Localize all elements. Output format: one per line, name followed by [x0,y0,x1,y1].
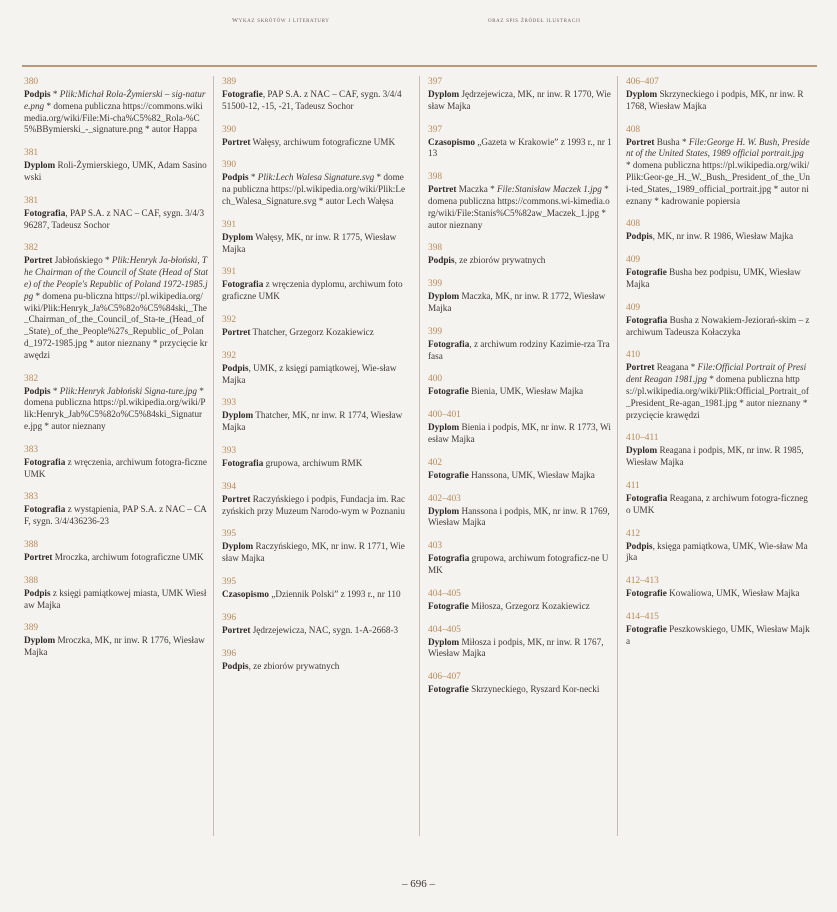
credit-text [626,362,810,421]
credit-text [428,422,612,446]
credit-text [428,137,612,161]
credit-entry [626,76,810,113]
credit-detail: Raczyńskiego i podpis, Fundacja im. Raczyńskich przy Muzeum Narodo-wym w Poznaniu [222,493,406,516]
credit-entry [626,528,810,565]
page-ref-number: 402 [428,457,443,468]
page-ref-number: 414–415 [626,611,659,622]
credit-text [626,267,810,291]
file-name: File:Stanisław Maczek 1.jpg [496,184,602,195]
credit-entry [428,124,612,161]
credit-label: Portret [222,493,251,504]
credit-detail: , księga pamiątkowa, UMK, Wie-sław Majka [626,540,808,563]
credit-label: Czasopismo [222,588,269,599]
credit-text [222,458,406,470]
credit-detail: * domena publiczna https://pl.wikipedia.org/wiki/Plik:Geor-ge_H._W._Bush,_President_of_the_Uni-ted_States,_1989_official_portrait.jpg * autor nieznany * kadrowanie popiersia [626,160,810,206]
credit-label: Dyplom [428,89,460,99]
page-ref-number: 400–401 [428,410,461,421]
credit-entry [24,242,208,361]
credit-label: Podpis [24,587,51,598]
page-ref-number: 399 [428,326,443,337]
page-ref-number: 404–405 [428,624,461,635]
credit-text [222,172,406,207]
credit-text [428,637,612,661]
credit-label: Fotografie [626,267,667,278]
credit-detail: „Dziennik Polski” z 1993 r., nr 110 [268,588,401,599]
credit-detail: z wręczenia dyplomu, archiwum fotograficzne UMK [222,279,403,302]
credit-detail: z księgi pamiątkowej miasta, UMK Wiesław Majka [24,587,207,610]
credit-detail: Miłosza, Grzegorz Kozakiewicz [468,600,590,611]
credit-text [626,541,810,565]
credit-label: Fotografia [626,492,668,503]
page-ref-number: 410–411 [626,433,659,444]
credit-detail: Kowaliowa, UMK, Wiesław Majka [666,588,800,599]
credit-entry [428,671,612,696]
credit-entry [428,588,612,613]
credit-text [428,255,612,267]
credit-detail: Reagana * [654,362,698,373]
column-divider [419,76,420,836]
credit-entry [428,278,612,315]
credit-text [428,553,612,577]
column-2 [222,76,406,683]
credit-label: Fotografie [626,588,667,599]
file-name: Plik:Lech Walesa Signature.svg [257,172,375,183]
credit-text [222,327,406,339]
credit-entry [626,611,810,648]
credit-label: Fotografia [24,456,66,467]
credit-detail: Maczka, MK, nr inw. R 1772, Wiesław Majka [428,291,606,313]
page-ref-number: 399 [428,279,443,290]
credit-text [222,494,406,518]
credit-text [428,601,612,613]
credit-detail: Mroczka, MK, nr inw. R 1776, Wiesław Majka [24,635,205,658]
credit-entry [428,242,612,267]
file-name: File:George H. W. Bush, President of the United States, 1989 official portrait.jpg [626,136,810,159]
page-ref-number: 388 [24,575,39,586]
credit-label: Podpis [626,231,653,242]
credit-text [428,89,612,113]
credit-entry [428,373,612,398]
credit-detail: * [248,172,258,183]
page-ref-number: 383 [24,492,39,503]
page-ref-number: 408 [626,219,641,230]
credit-label: Dyplom [428,422,460,433]
credit-detail: * domena publiczna https://commons.wikimedia.org/wiki/File:Mi-cha%C5%82_Rola-%C5%BBymierski_-_signature.png * autor Happa [24,100,203,135]
file-name: Plik:Michał Rola-Żymierski – sig-nature.png [24,89,206,111]
credit-text [222,661,406,673]
credit-entry [222,124,406,149]
credit-detail: Reagana i podpis, MK, nr inw. R 1985, Wiesław Majka [626,445,804,468]
header-rule [22,65,817,67]
credit-detail: z wystąpienia, PAP S.A. z NAC – CAF, sygn. 3/4/436236-23 [24,504,207,527]
credit-detail: Miłosza i podpis, MK, nr inw. R 1767, Wiesław Majka [428,636,604,659]
credit-entry [222,159,406,207]
credit-text [626,624,810,648]
page-ref-number: 396 [222,648,237,659]
credit-text [24,386,208,433]
page-ref-number: 391 [222,267,237,278]
running-header-left: Wykaz skrótów i literatury [232,17,330,24]
credit-detail: Bienia, UMK, Wiesław Majka [468,386,584,397]
credit-detail: Mroczka, archiwum fotograficzne UMK [52,551,204,562]
credit-label: Fotografie [428,684,469,695]
credit-label: Dyplom [428,505,460,516]
credit-label: Fotografie [428,386,469,397]
credit-detail: * domena pu-bliczna https://pl.wikipedia.org/wiki/Plik:Henryk_Ja%C5%82o%C5%84ski,_The_Chairman_of_the_Council_of_Sta-te_(Head_of_State)_of_the_People%27s_Republic_of_Poland_1972-1985.jpg * autor nieznany * przycięcie krawędzi [24,290,208,360]
page-ref-number: 403 [428,541,443,552]
credit-entry [626,432,810,469]
credit-label: Dyplom [626,445,658,456]
running-header-right: oraz spis źródeł ilustracji [488,17,581,24]
page-ref-number: 408 [626,124,641,135]
credit-label: Podpis [626,540,653,551]
credit-label: Portret [428,184,457,195]
credit-entry [428,326,612,363]
page-ref-number: 409 [626,255,641,266]
credit-label: Portret [222,136,251,147]
credit-text [24,255,208,361]
credit-label: Czasopismo [428,136,475,147]
credit-detail: Wałęsy, MK, nr inw. R 1775, Wiesław Majka [222,231,397,254]
page-ref-number: 380 [24,77,39,87]
page-ref-number: 411 [626,480,640,491]
credit-text [222,410,406,434]
credit-detail: grupowa, archiwum fotograficz-ne UMK [428,553,609,575]
page-ref-number: 412 [626,528,641,539]
credit-entry [24,76,208,136]
column-divider [213,76,214,836]
credit-text [222,589,406,601]
page-number: – 696 – [402,878,435,890]
page-ref-number: 383 [24,444,39,455]
credit-detail: Jędrzejewicza, MK, nr inw. R 1770, Wiesław Majka [428,89,611,111]
page-ref-number: 398 [428,172,443,183]
credit-detail: , ze zbiorów prywatnych [248,660,340,671]
credit-text [626,231,810,243]
credit-text [24,89,208,136]
credit-entry [24,575,208,612]
page-ref-number: 382 [24,243,39,254]
credit-text [626,588,810,600]
credit-detail: Reagana, z archiwum fotogra-ficznego UMK [626,492,808,515]
column-1 [24,76,208,670]
credit-text [428,291,612,315]
page-ref-number: 398 [428,243,443,254]
credit-detail: Roli-Żymierskiego, UMK, Adam Sasinowski [24,160,207,182]
credit-entry [24,195,208,232]
page-ref-number: 395 [222,576,237,587]
credit-text [428,386,612,398]
credit-detail: Busha bez podpisu, UMK, Wiesław Majka [626,267,801,289]
credit-text [222,541,406,565]
credit-detail: , PAP S.A. z NAC – CAF, sygn. 3/4/396287, Tadeusz Sochor [24,207,205,230]
credit-entry [428,624,612,661]
page-ref-number: 392 [222,314,237,325]
page-ref-number: 390 [222,124,237,135]
credit-detail: * domena publiczna https://pl.wikipedia.org/wiki/Plik:Henryk_Jab%C5%82o%C5%84ski_Signature.jpg * autor nieznany [24,385,206,431]
column-4 [626,76,810,659]
credit-detail: Jędrzejewicza, NAC, sygn. 1-A-2668-3 [250,624,399,635]
credit-label: Podpis [24,89,51,99]
credit-entry [428,540,612,577]
credit-label: Dyplom [428,291,460,302]
credit-label: Fotografie [626,623,667,634]
credit-detail: * domena publiczna https://commons.wi-kimedia.org/wiki/File:Stanis%C5%82aw_Maczek_1.jpg * autor nieznany [428,184,610,230]
page-ref-number: 389 [222,77,237,87]
credit-entry [222,528,406,565]
credit-label: Fotografia [222,279,264,290]
credit-label: Portret [24,551,53,562]
credit-label: Fotografia [222,457,264,468]
credit-label: Dyplom [222,410,254,421]
credit-label: Fotografie [428,600,469,611]
credit-label: Dyplom [24,635,56,646]
credit-detail: Thatcher, MK, nr inw. R 1774, Wiesław Majka [222,410,403,433]
credit-detail: Wałęsy, archiwum fotograficzne UMK [250,136,396,147]
credit-text [24,160,208,184]
credit-detail: Thatcher, Grzegorz Kozakiewicz [250,326,374,337]
credit-detail: , z archiwum rodziny Kazimie-rza Trafasa [428,338,610,361]
credit-text [24,504,208,528]
credit-detail: z wręczenia, archiwum fotogra-ficzne UMK [24,456,207,479]
credit-text [222,363,406,387]
credit-detail: grupowa, archiwum RMK [263,457,363,468]
credit-detail: Skrzyneckiego i podpis, MK, nr inw. R 1768, Wiesław Majka [626,89,804,111]
page-ref-number: 393 [222,398,237,409]
credit-entry [222,576,406,601]
credit-entry [222,648,406,673]
credit-entry [626,480,810,517]
credit-text [626,137,810,208]
credit-text [626,315,810,339]
page-ref-number: 400 [428,374,443,385]
page-ref-number: 381 [24,195,39,206]
credit-entry [428,171,612,231]
credit-entry [428,493,612,530]
credit-label: Podpis [222,362,249,373]
credit-entry [222,397,406,434]
page-ref-number: 410 [626,350,641,361]
credit-entry [626,254,810,291]
file-name: File:Official Portrait of President Reagan 1981.jpg [626,362,807,385]
credit-text [428,184,612,231]
credit-text [222,625,406,637]
credit-text [222,137,406,149]
page-ref-number: 388 [24,539,39,550]
credit-detail: Maczka * [456,184,497,195]
credit-entry [222,314,406,339]
credit-text [222,279,406,303]
page-ref-number: 391 [222,219,237,230]
credit-label: Portret [24,255,53,266]
credit-detail: Peszkowskiego, UMK, Wiesław Majka [626,623,810,646]
credit-entry [626,218,810,243]
credit-label: Portret [222,624,251,635]
credit-text [626,89,810,113]
credit-label: Podpis [222,660,249,671]
credit-entry [24,491,208,528]
page-ref-number: 404–405 [428,588,461,599]
credit-detail: Hanssona, UMK, Wiesław Majka [468,469,595,480]
credit-text [428,506,612,530]
credit-text [626,493,810,517]
credit-label: Fotografia [428,338,470,349]
column-3 [428,76,612,707]
credit-entry [428,76,612,113]
credit-label: Portret [222,326,251,337]
credit-text [428,470,612,482]
credit-entry [222,445,406,470]
credit-detail: * domena publiczna https://pl.wikipedia.org/wiki/Plik:Official_Portrait_of_President_Re-agan_1981.jpg * autor nieznany * przycięcie krawędzi [626,374,809,420]
credit-label: Dyplom [626,89,658,99]
credit-label: Dyplom [222,541,254,552]
page-ref-number: 393 [222,445,237,456]
page-ref-number: 392 [222,350,237,361]
page-ref-number: 406–407 [428,672,461,683]
credit-label: Podpis [222,172,249,183]
page-ref-number: 395 [222,529,237,540]
file-name: Plik:Henryk Jabłoński Signa-ture.jpg [59,385,197,396]
credit-detail: Busha z Nowakiem-Jeziorań-skim – z archiwum Tadeusza Kołaczyka [626,314,810,337]
credit-label: Dyplom [24,160,56,171]
page-ref-number: 381 [24,148,39,159]
page-ref-number: 409 [626,302,641,313]
file-name: Plik:Henryk Ja-błoński, The Chairman of the Council of State (Head of State) of the People's Republic of Poland 1972-1985.jpg [24,255,208,301]
credit-label: Fotografia [626,314,668,325]
page-ref-number: 394 [222,481,237,492]
credit-detail: „Gazeta w Krakowie” z 1993 r., nr 113 [428,136,612,159]
credit-entry [24,373,208,433]
credit-text [222,232,406,256]
credit-entry [428,409,612,446]
credit-detail: * domena publiczna https://pl.wikipedia.org/wiki/Plik:Lech_Walesa_Signature.svg * autor Lech Wałęsa [222,172,406,206]
credit-entry [626,302,810,339]
credit-text [24,588,208,612]
page-ref-number: 382 [24,373,39,384]
credit-entry [24,147,208,184]
credit-text [222,89,406,113]
credit-entry [222,350,406,387]
credit-detail: Skrzyneckiego, Ryszard Kor-necki [468,684,600,695]
credit-detail: * [50,89,60,99]
credit-label: Portret [626,362,655,373]
credit-text [428,339,612,363]
credit-entry [222,219,406,256]
credit-text [428,684,612,696]
page-ref-number: 406–407 [626,77,659,87]
credit-text [24,208,208,232]
credit-label: Fotografie [428,469,469,480]
credit-label: Portret [626,136,655,147]
credit-label: Fotografia [428,553,470,564]
credit-detail: Raczyńskiego, MK, nr inw. R 1771, Wiesław Majka [222,541,405,564]
credit-label: Dyplom [428,636,460,647]
credit-entry [222,266,406,303]
credit-label: Dyplom [222,231,254,242]
credit-text [626,445,810,469]
credit-entry [626,575,810,600]
credit-label: Podpis [428,255,455,266]
page-ref-number: 396 [222,612,237,623]
credit-entry [222,76,406,113]
credit-entry [626,349,810,421]
credit-entry [428,457,612,482]
credit-detail: Bienia i podpis, MK, nr inw. R 1773, Wiesław Majka [428,422,611,444]
page-ref-number: 412–413 [626,576,659,587]
credit-detail: , ze zbiorów prywatnych [454,255,546,266]
page-ref-number: 389 [24,623,39,634]
credit-detail: , MK, nr inw. R 1986, Wiesław Majka [652,231,794,242]
credit-text [24,552,208,564]
credit-entry [222,612,406,637]
credit-label: Fotografie [222,89,263,99]
credit-detail: Hanssona i podpis, MK, nr inw. R 1769, Wiesław Majka [428,505,610,528]
credit-detail: Busha * [654,136,689,147]
column-divider [617,76,618,836]
credit-label: Fotografia [24,207,66,218]
credit-text [24,457,208,481]
credit-entry [222,481,406,518]
credit-entry [24,622,208,659]
credit-entry [24,539,208,564]
page-ref-number: 402–403 [428,493,461,504]
page-ref-number: 397 [428,77,443,87]
credit-detail: * [50,385,60,396]
credit-entry [626,124,810,208]
credit-entry [24,444,208,481]
credit-label: Fotografia [24,504,66,515]
page-ref-number: 390 [222,160,237,171]
page-ref-number: 397 [428,124,443,135]
credit-label: Podpis [24,385,51,396]
credit-detail: Jabłońskiego * [52,255,112,266]
credit-detail: , PAP S.A. z NAC – CAF, sygn. 3/4/451500-12, -15, -21, Tadeusz Sochor [222,89,402,111]
credit-text [24,635,208,659]
credit-detail: , UMK, z księgi pamiątkowej, Wie-sław Majka [222,362,397,385]
